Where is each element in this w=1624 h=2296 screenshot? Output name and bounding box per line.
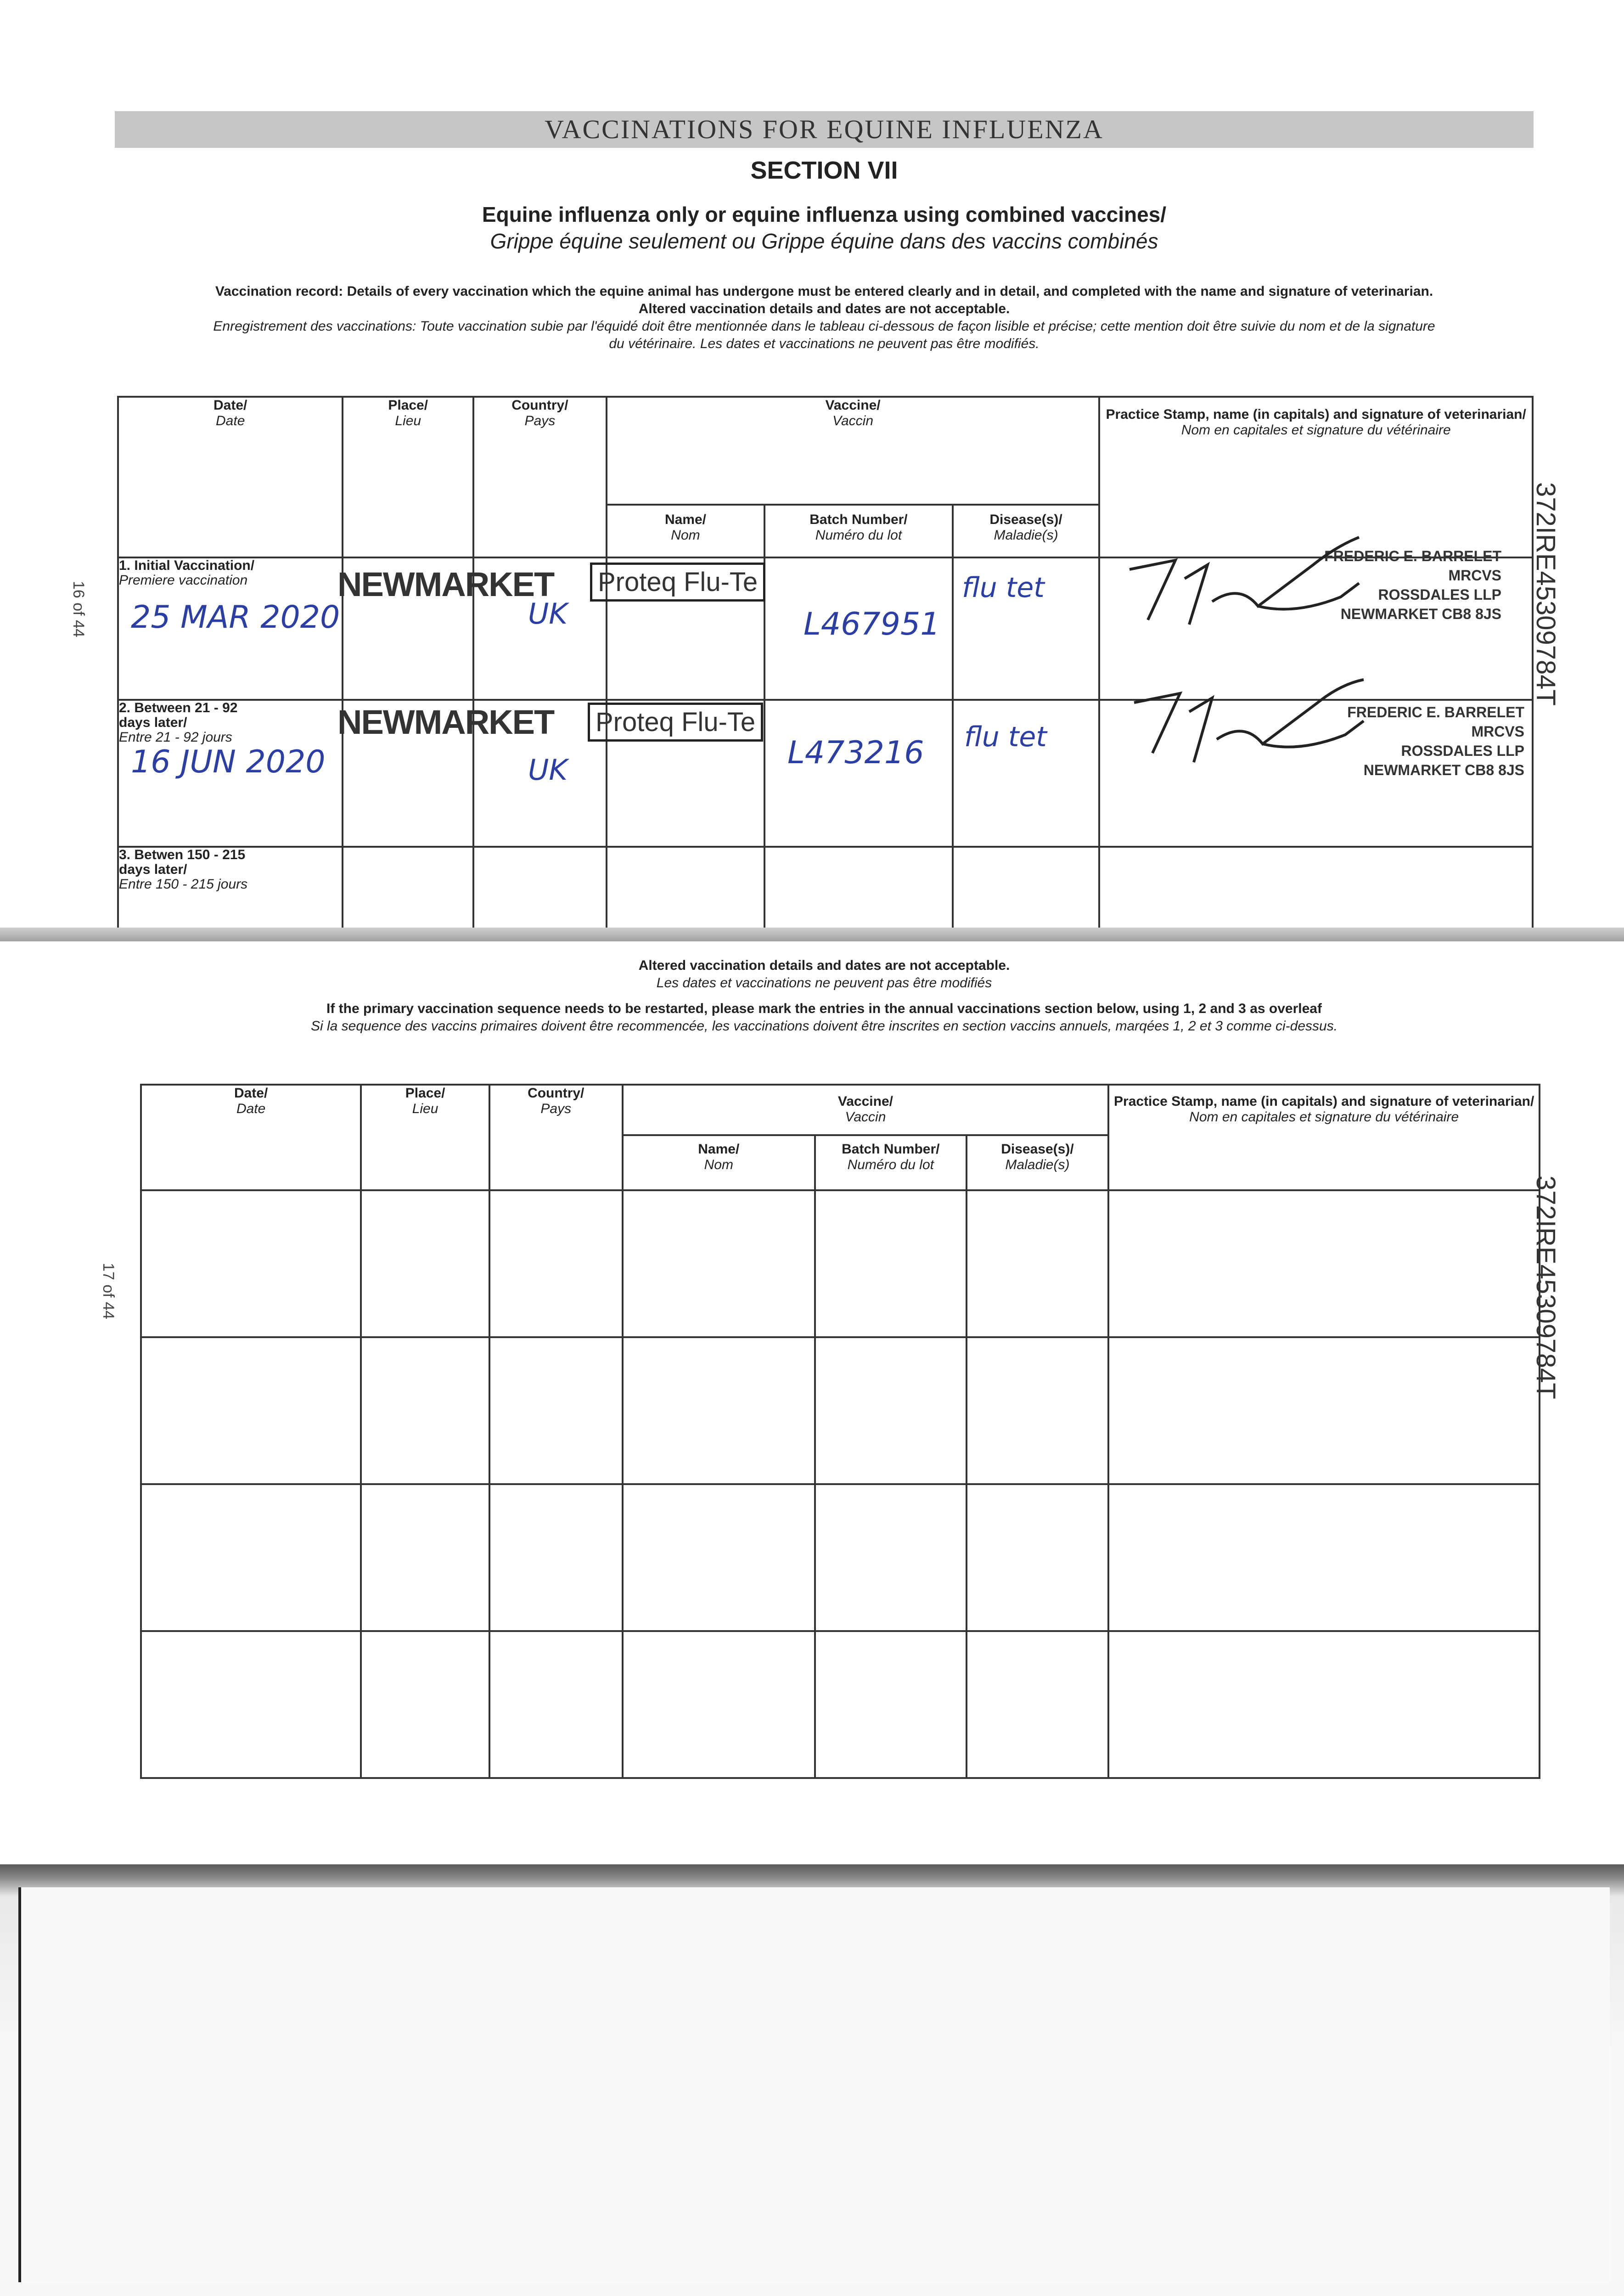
entry-batch-2: L473216 — [787, 735, 924, 771]
restart-note-fr: Si la sequence des vaccins primaires doivent être recommencée, les vaccinations doivent être inscrites en section vaccins annuels, marqées 1, 2 et 3 comme ci-dessus. — [310, 1019, 1338, 1034]
entry-place-1: NEWMARKET — [337, 565, 554, 603]
veterinarian-signature-1 — [1120, 528, 1377, 638]
veterinarian-signature-2 — [1125, 675, 1382, 781]
record-note-en-2: Altered vaccination details and dates are not acceptable. — [638, 301, 1010, 316]
header-date: Date/ Date — [118, 397, 343, 557]
page-number: 16 of 44 — [70, 581, 87, 637]
record-note-en-1: Vaccination record: Details of every vaccination which the equine animal has undergone must be entered clearly and in detail, and completed with the name and signature of veterinarian. — [215, 284, 1433, 299]
subtitle-en: Equine influenza only or equine influenza using combined vaccines/ — [482, 203, 1167, 226]
passport-id-side: 372IRE45309784T — [1531, 482, 1561, 706]
header-place: Place/ Lieu — [343, 397, 473, 557]
table-row — [141, 1190, 1540, 1337]
entry-batch-1: L467951 — [804, 606, 940, 642]
annual-vaccination-table — [140, 1084, 1540, 1779]
table-row — [141, 1337, 1540, 1484]
passport-page-16 — [0, 0, 1624, 941]
header-place: Place/ Lieu — [361, 1085, 489, 1190]
entry-country-1: UK — [528, 597, 568, 630]
header-vaccine: Vaccine/ Vaccin — [623, 1085, 1109, 1135]
passport-page-17 — [0, 941, 1624, 1864]
header-date: Date/ Date — [141, 1085, 361, 1190]
header-batch-number: Batch Number/ Numéro du lot — [764, 505, 952, 557]
record-note-fr-2: du vétérinaire. Les dates et vaccinations ne peuvent pas être modifiés. — [609, 336, 1040, 351]
restart-note-en: If the primary vaccination sequence needs to be restarted, please mark the entries in the annual vaccinations section below, using 1, 2 and 3 as overleaf — [326, 1001, 1322, 1016]
next-page-blank — [18, 1887, 1610, 2282]
passport-id-side: 372IRE45309784T — [1531, 1176, 1561, 1399]
entry-disease-1: flu tet — [962, 572, 1045, 604]
altered-note-fr: Les dates et vaccinations ne peuvent pas être modifiés — [656, 975, 992, 990]
banner-title: VACCINATIONS FOR EQUINE INFLUENZA — [545, 114, 1104, 144]
entry-disease-2: flu tet — [964, 721, 1047, 753]
entry-date-1: 25 MAR 2020 — [131, 599, 340, 636]
row-label: 1. Initial Vaccination/ Premiere vaccination — [118, 557, 343, 700]
practice-stamp-2: FREDERIC E. BARRELET MRCVS ROSSDALES LLP NEWMARKET CB8 8JS — [1347, 704, 1524, 778]
header-country: Country/ Pays — [473, 397, 607, 557]
header-vaccine-name: Name/ Nom — [607, 505, 765, 557]
header-batch-number: Batch Number/ Numéro du lot — [815, 1135, 967, 1190]
header-diseases: Disease(s)/ Maladie(s) — [953, 505, 1100, 557]
header-practice-stamp: Practice Stamp, name (in capitals) and signature of veterinarian/ Nom en capitales et signature du vétérinaire — [1108, 1085, 1540, 1190]
entry-country-2: UK — [528, 753, 568, 787]
table-row — [141, 1631, 1540, 1778]
entry-date-2: 16 JUN 2020 — [131, 744, 326, 780]
primary-vaccination-table — [117, 396, 1534, 941]
row-label: 2. Between 21 - 92 days later/ Entre 21 - 92 jours — [118, 700, 343, 847]
practice-stamp-1: FREDERIC E. BARRELET MRCVS ROSSDALES LLP NEWMARKET CB8 8JS — [1324, 548, 1501, 622]
header-diseases: Disease(s)/ Maladie(s) — [967, 1135, 1109, 1190]
page-number: 17 of 44 — [100, 1263, 117, 1319]
entry-vaccine-2: Proteq Flu-Te — [588, 703, 763, 742]
header-vaccine-name: Name/ Nom — [623, 1135, 815, 1190]
entry-place-2: NEWMARKET — [337, 703, 554, 741]
section-title: SECTION VII — [750, 157, 898, 184]
header-vaccine: Vaccine/ Vaccin — [607, 397, 1100, 505]
altered-note-en: Altered vaccination details and dates are not acceptable. — [638, 958, 1010, 973]
entry-vaccine-1: Proteq Flu-Te — [590, 563, 765, 602]
table-row — [141, 1484, 1540, 1631]
header-country: Country/ Pays — [489, 1085, 623, 1190]
header-practice-stamp: Practice Stamp, name (in capitals) and signature of veterinarian/ Nom en capitales et signature du vétérinaire — [1099, 397, 1533, 557]
subtitle-fr: Grippe équine seulement ou Grippe équine dans des vaccins combinés — [490, 229, 1158, 253]
row-label: 3. Betwen 150 - 215 days later/ Entre 150 - 215 jours — [118, 847, 343, 941]
record-note-fr-1: Enregistrement des vaccinations: Toute vaccination subie par l'équidé doit être mentionnée dans le tableau ci-dessous de façon lisible et précise; cette mention doit être suivie du nom et de la signature — [213, 319, 1435, 334]
